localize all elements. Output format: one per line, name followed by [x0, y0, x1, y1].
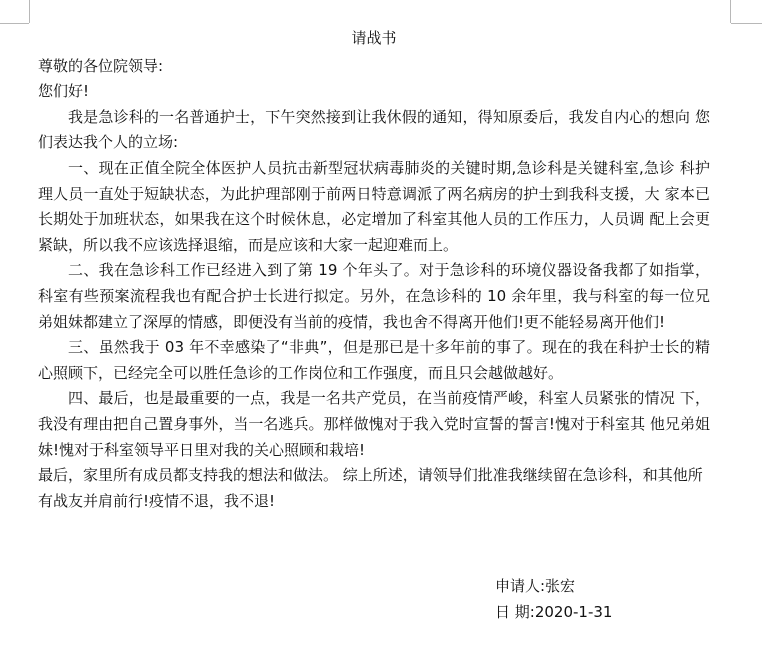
- signature-block: [495, 574, 612, 625]
- document-title: 请战书: [351, 29, 397, 47]
- paragraph-intro: 我是急诊科的一名普通护士，下午突然接到让我休假的通知，得知原委后，我发自内心的想向 您们表达我个人的立场:: [38, 107, 710, 152]
- salutation: 尊敬的各位院领导:: [38, 56, 164, 75]
- paragraph-point-1: 一、现在正值全院全体医护人员抗击新型冠状病毒肺炎的关键时期,急诊科是关键科室,急诊 科护理人员一直处于短缺状态，为此护理部刚于前两日特意调派了两名病房的护士到我科支援，大 家本已长期处于加班状态，如果我在这个时候休息，必定增加了科室其他人员的工作压力，人员调 配上会更紧缺，所以我不应该选择退缩，而是应该和大家一起迎难而上。: [38, 158, 710, 254]
- closing-paragraph: 最后，家里所有成员都支持我的想法和做法。 综上所述，请领导们批准我继续留在急诊科，和其他所有战友并肩前行!疫情不退，我不退!: [38, 466, 703, 510]
- margin-mark-top-right-horizontal: [731, 23, 762, 24]
- margin-mark-top-left-vertical: [29, 0, 30, 23]
- applicant-name: 申请人:张宏: [495, 577, 576, 595]
- greeting: 您们好!: [38, 82, 90, 101]
- paragraph-point-4: 四、最后，也是最重要的一点，我是一名共产党员，在当前疫情严峻，科室人员紧张的情况 下，我没有理由把自己置身事外，当一名逃兵。那样做愧对于我入党时宣誓的誓言!愧对于科室其 他兄弟姐妹!愧对于科室领导平日里对我的关心照顾和栽培!: [38, 389, 710, 459]
- document-body: [38, 26, 710, 514]
- signature-date: 日 期:2020-1-31: [495, 602, 613, 621]
- margin-mark-top-left-horizontal: [0, 23, 29, 24]
- paragraph-point-2: 二、我在急诊科工作已经进入到了第 19 个年头了。对于急诊科的环境仪器设备我都了如指掌， 科室有些预案流程我也有配合护士长进行拟定。另外，在急诊科的 10 余年里，我与科室的每一位兄 弟姐妹都建立了深厚的情感，即便没有当前的疫情，我也舍不得离开他们!更不能轻易离开他们!: [38, 261, 710, 331]
- margin-mark-top-right-vertical: [730, 0, 731, 23]
- paragraph-point-3: 三、虽然我于 03 年不幸感染了“非典”，但是那已是十多年前的事了。现在的我在科护士长的精 心照顾下，已经完全可以胜任急诊的工作岗位和工作强度，而且只会越做越好。: [38, 338, 710, 382]
